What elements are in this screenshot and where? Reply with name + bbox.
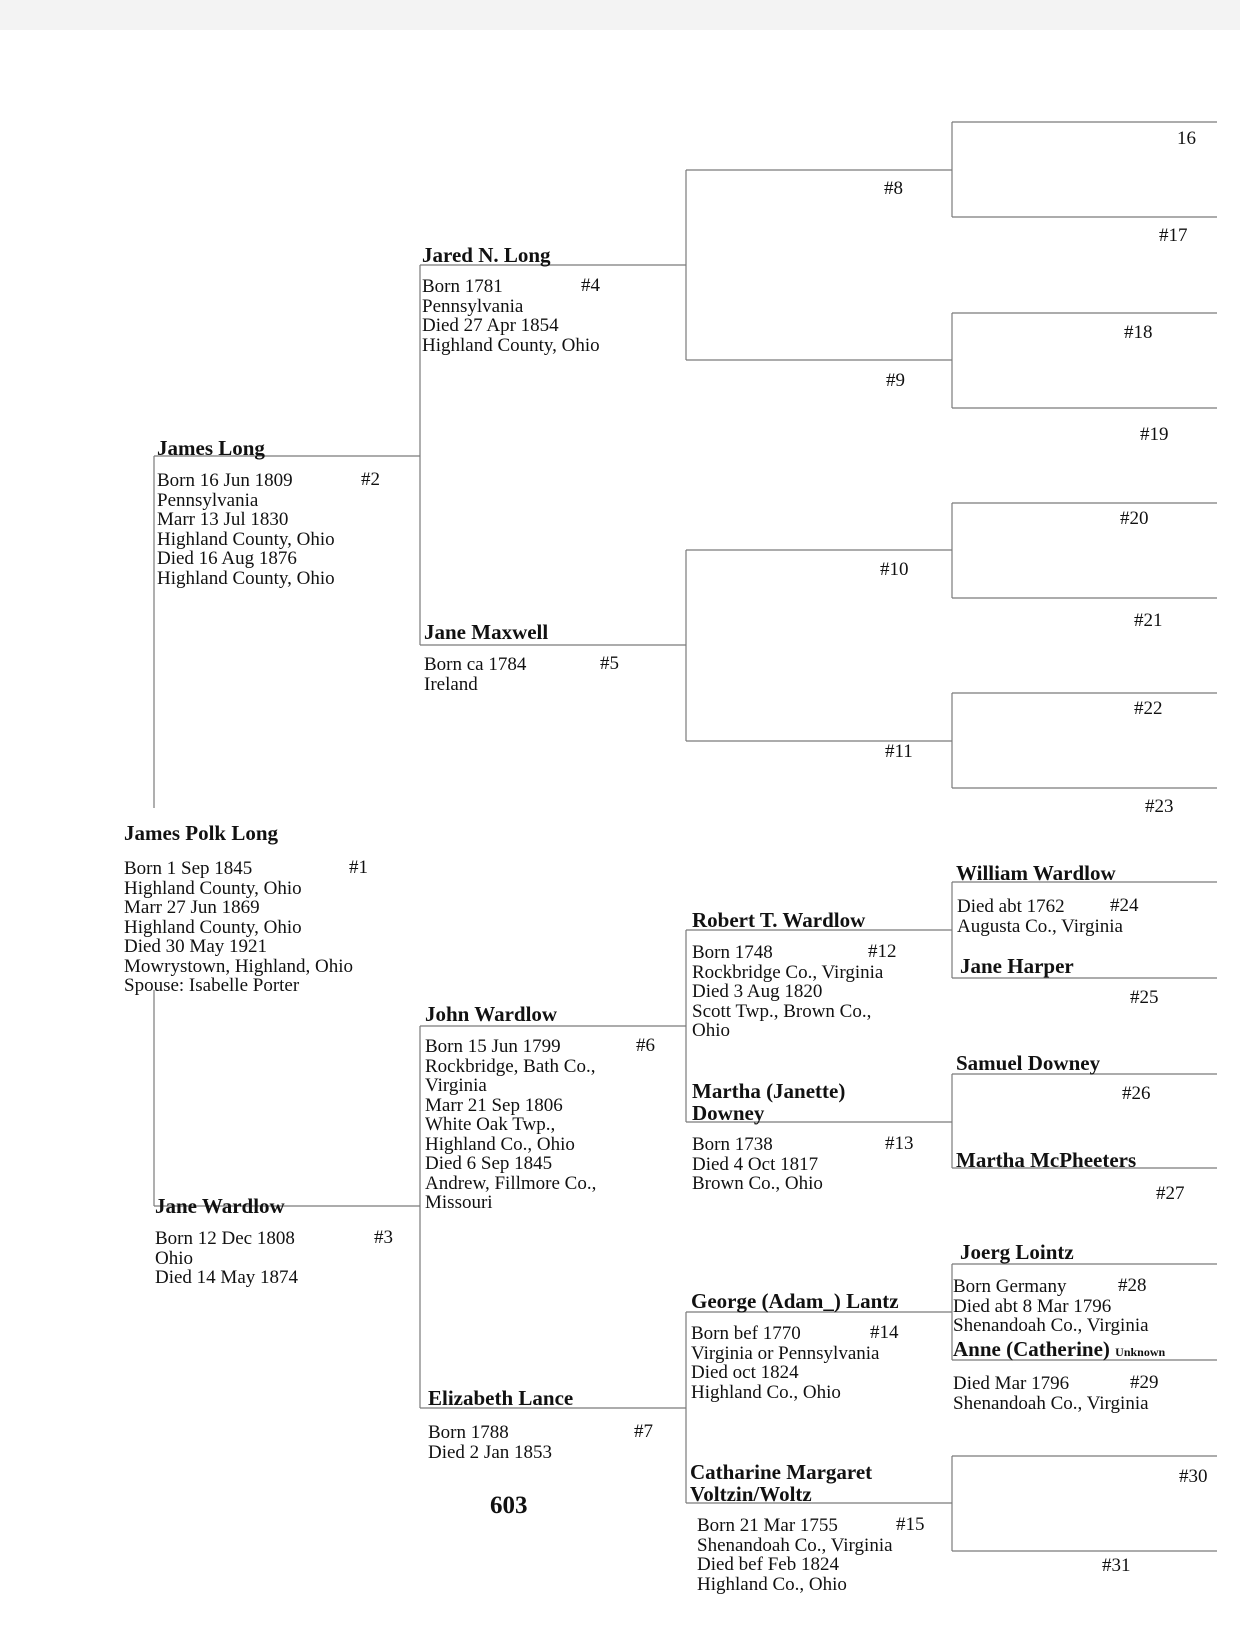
person-2-details	[157, 471, 335, 588]
detail-line: Pennsylvania	[157, 489, 259, 511]
detail-line: Missouri	[425, 1192, 493, 1213]
detail-line: Augusta Co., Virginia	[957, 915, 1123, 937]
detail-line: Ohio	[155, 1247, 193, 1269]
detail-line: Born Germany	[953, 1276, 1067, 1297]
detail-line: Born 1748	[692, 942, 773, 963]
slot-30-number: #30	[1179, 1466, 1208, 1487]
person-27-name: Martha McPheeters	[956, 1148, 1137, 1172]
detail-line: Born 1788	[428, 1422, 509, 1443]
person-13-details	[692, 1135, 823, 1194]
person-24-number: #24	[1110, 895, 1139, 916]
slot-11-number: #11	[885, 741, 913, 762]
detail-line: Died 2 Jan 1853	[428, 1441, 553, 1463]
person-25-number: #25	[1130, 987, 1159, 1008]
detail-line: Virginia or Pennsylvania	[691, 1342, 880, 1364]
detail-line: Marr 13 Jul 1830	[157, 509, 289, 530]
person-14-name: George (Adam_) Lantz	[691, 1289, 899, 1313]
detail-line: Shenandoah Co., Virginia	[953, 1315, 1149, 1336]
person-1-details	[124, 859, 353, 996]
detail-line: Died 4 Oct 1817	[692, 1153, 819, 1175]
detail-line: Marr 21 Sep 1806	[425, 1094, 563, 1116]
slot-18-number: #18	[1124, 322, 1153, 343]
detail-line: Mowrystown, Highland, Ohio	[124, 955, 354, 977]
person-4-details	[422, 277, 600, 355]
detail-line: Highland County, Ohio	[124, 877, 302, 899]
detail-line: White Oak Twp.,	[425, 1114, 556, 1135]
person-3-details	[155, 1229, 298, 1288]
detail-line: Died 6 Sep 1845	[425, 1153, 553, 1174]
detail-line: Born 1 Sep 1845	[124, 858, 253, 879]
detail-line: Shenandoah Co., Virginia	[697, 1534, 893, 1556]
person-24-details	[957, 897, 1123, 936]
detail-line: Rockbridge, Bath Co.,	[425, 1055, 596, 1077]
slot-22-number: #22	[1134, 698, 1163, 719]
slot-21-number: #21	[1134, 610, 1163, 631]
detail-line: Andrew, Fillmore Co.,	[425, 1172, 597, 1194]
detail-line: Died 3 Aug 1820	[692, 981, 823, 1002]
person-1-number: #1	[349, 857, 368, 878]
detail-line: Died abt 8 Mar 1796	[953, 1295, 1112, 1317]
slot-9-number: #9	[886, 370, 905, 391]
slot-10-number: #10	[880, 559, 909, 580]
detail-line: Died 16 Aug 1876	[157, 548, 297, 569]
slot-16-number: 16	[1177, 128, 1196, 149]
detail-line: Highland Co., Ohio	[425, 1133, 575, 1155]
person-4-number: #4	[581, 275, 600, 296]
person-26-number: #26	[1122, 1083, 1151, 1104]
detail-line: Highland County, Ohio	[157, 528, 335, 550]
person-29-number: #29	[1130, 1372, 1159, 1393]
detail-line: Died bef Feb 1824	[697, 1554, 839, 1575]
person-6-number: #6	[636, 1035, 655, 1056]
person-3-number: #3	[374, 1227, 393, 1248]
person-26-name: Samuel Downey	[956, 1051, 1101, 1075]
detail-line: Born 15 Jun 1799	[425, 1036, 561, 1057]
page-number: 603	[490, 1492, 528, 1519]
person-4-name: Jared N. Long	[422, 243, 551, 267]
person-5-details	[424, 655, 526, 694]
person-15-name	[690, 1461, 872, 1505]
detail-line: Highland County, Ohio	[422, 334, 600, 356]
person-14-details	[691, 1324, 879, 1402]
person-12-number: #12	[868, 941, 897, 962]
detail-line: Pennsylvania	[422, 295, 524, 317]
person-28-name: Joerg Lointz	[960, 1240, 1074, 1264]
detail-line: Highland County, Ohio	[124, 916, 302, 938]
name-line: Voltzin/Woltz	[690, 1482, 812, 1506]
detail-line: Died Mar 1796	[953, 1373, 1070, 1394]
person-29-name-note: Unknown	[1115, 1345, 1166, 1359]
detail-line: Died oct 1824	[691, 1362, 799, 1383]
detail-line: Died 14 May 1874	[155, 1267, 299, 1288]
detail-line: Born 12 Dec 1808	[155, 1228, 295, 1249]
detail-line: Born 1781	[422, 276, 503, 297]
person-25-name: Jane Harper	[960, 954, 1074, 978]
person-27-number: #27	[1156, 1183, 1185, 1204]
person-6-name: John Wardlow	[425, 1002, 558, 1026]
detail-line: Born ca 1784	[424, 654, 527, 675]
name-line: Catharine Margaret	[690, 1460, 873, 1484]
person-29-details	[953, 1374, 1149, 1413]
slot-23-number: #23	[1145, 796, 1174, 817]
detail-line: Marr 27 Jun 1869	[124, 897, 260, 918]
slot-20-number: #20	[1120, 508, 1149, 529]
person-28-details	[953, 1277, 1149, 1336]
person-7-name: Elizabeth Lance	[428, 1386, 574, 1410]
detail-line: Ireland	[424, 673, 478, 695]
detail-line: Born 21 Mar 1755	[697, 1515, 838, 1536]
person-7-details	[428, 1423, 552, 1462]
person-5-name: Jane Maxwell	[424, 620, 549, 644]
person-24-name: William Wardlow	[956, 861, 1116, 885]
person-12-details	[692, 943, 883, 1041]
person-5-number: #5	[600, 653, 619, 674]
detail-line: Spouse: Isabelle Porter	[124, 975, 300, 996]
slot-31-number: #31	[1102, 1555, 1131, 1576]
detail-line: Died abt 1762	[957, 896, 1065, 917]
detail-line: Rockbridge Co., Virginia	[692, 961, 884, 983]
person-2-name: James Long	[157, 436, 265, 460]
person-7-number: #7	[634, 1421, 653, 1442]
person-29-name	[953, 1338, 1165, 1363]
detail-line: Highland Co., Ohio	[691, 1381, 841, 1403]
slot-19-number: #19	[1140, 424, 1169, 445]
detail-line: Brown Co., Ohio	[692, 1173, 823, 1194]
person-14-number: #14	[870, 1322, 899, 1343]
name-line: Downey	[692, 1101, 765, 1125]
person-6-details	[425, 1037, 596, 1213]
person-13-name	[692, 1080, 845, 1124]
name-line: Martha (Janette)	[692, 1079, 846, 1103]
person-29-name-text: Anne (Catherine)	[953, 1337, 1110, 1361]
person-2-number: #2	[361, 469, 380, 490]
person-15-number: #15	[896, 1514, 925, 1535]
detail-line: Virginia	[425, 1075, 487, 1096]
detail-line: Shenandoah Co., Virginia	[953, 1392, 1149, 1414]
person-15-details	[697, 1516, 893, 1594]
detail-line: Scott Twp., Brown Co.,	[692, 1000, 872, 1022]
slot-17-number: #17	[1159, 225, 1188, 246]
person-13-number: #13	[885, 1133, 914, 1154]
detail-line: Born bef 1770	[691, 1323, 801, 1344]
detail-line: Died 30 May 1921	[124, 936, 268, 957]
detail-line: Died 27 Apr 1854	[422, 315, 559, 336]
detail-line: Born 1738	[692, 1134, 773, 1155]
person-28-number: #28	[1118, 1275, 1147, 1296]
detail-line: Highland Co., Ohio	[697, 1573, 847, 1595]
detail-line: Highland County, Ohio	[157, 567, 335, 589]
person-1-name: James Polk Long	[124, 821, 279, 845]
person-12-name: Robert T. Wardlow	[692, 908, 866, 932]
slot-8-number: #8	[884, 178, 903, 199]
person-3-name: Jane Wardlow	[155, 1194, 285, 1218]
detail-line: Born 16 Jun 1809	[157, 470, 293, 491]
detail-line: Ohio	[692, 1020, 730, 1041]
